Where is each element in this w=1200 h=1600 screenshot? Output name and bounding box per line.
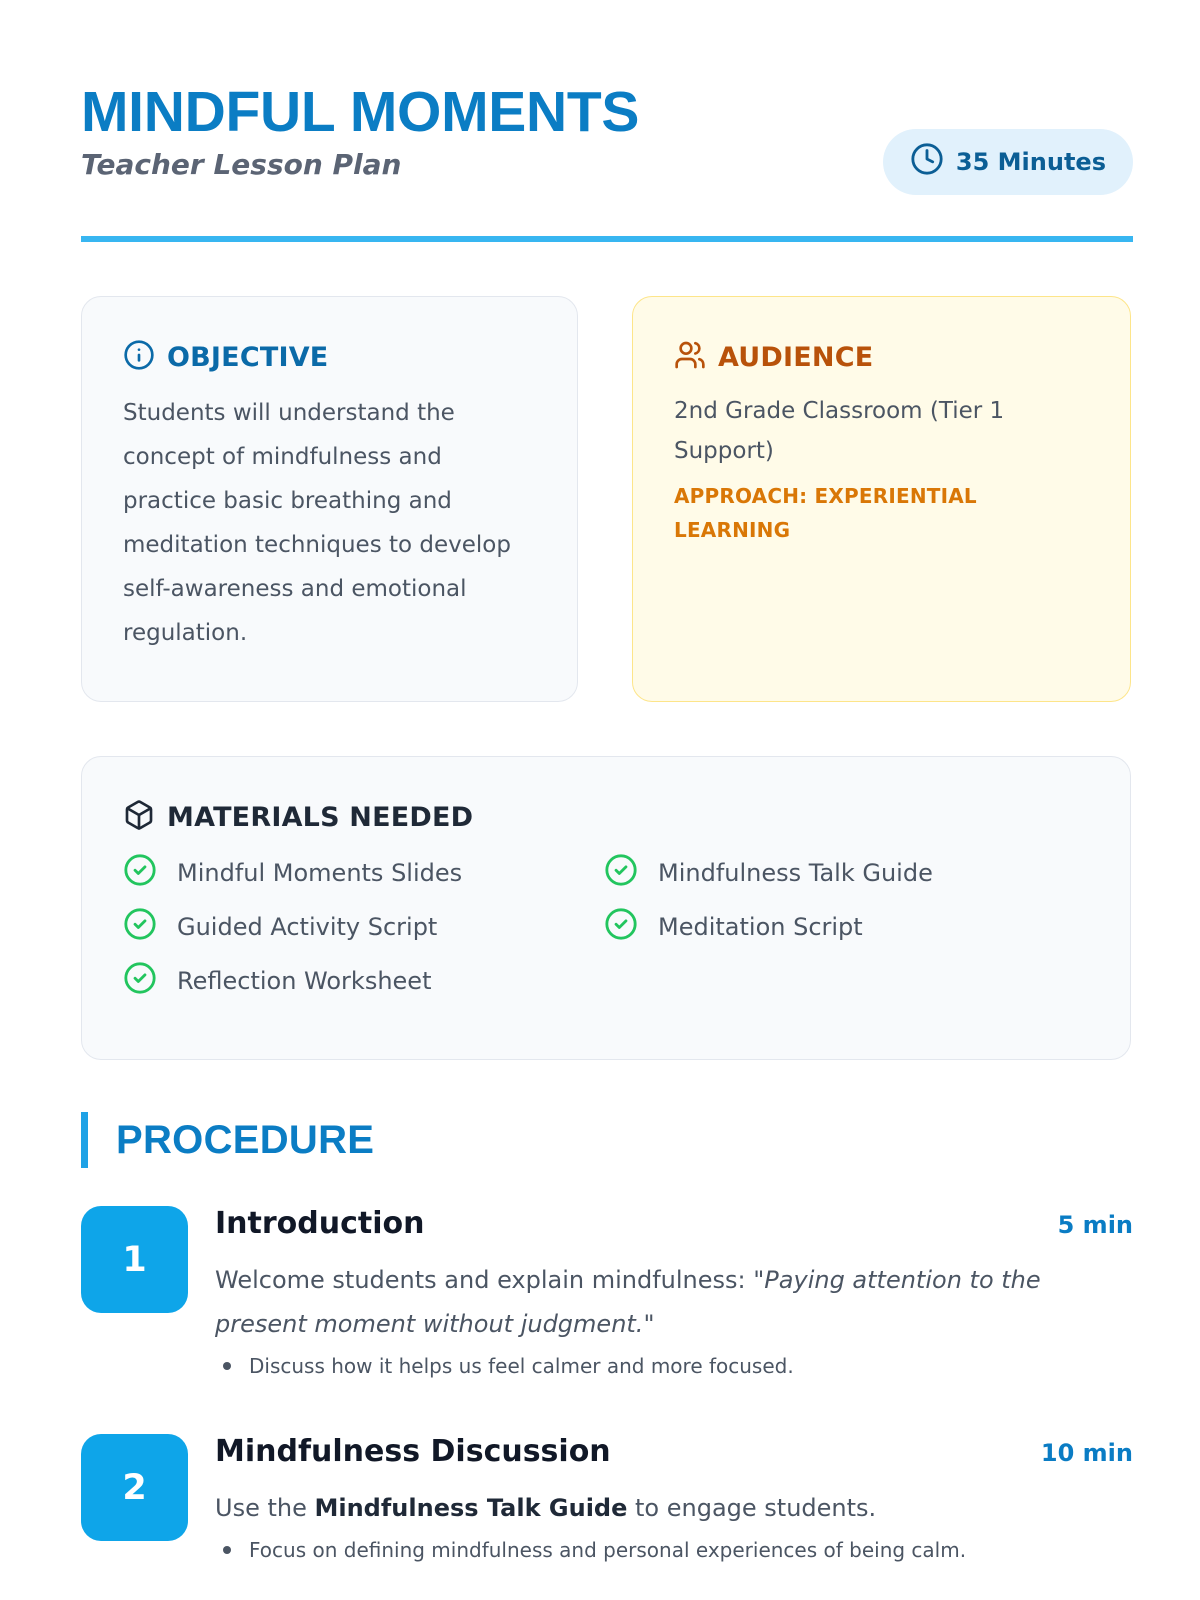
step-bullet-text: Discuss how it helps us feel calmer and more focused. <box>249 1354 794 1378</box>
material-label: Reflection Worksheet <box>177 967 432 995</box>
objective-text: Students will understand the concept of mindfulness and practice basic breathing and meditation techniques to develop self-awareness and emotional regulation. <box>123 400 511 646</box>
objective-title: OBJECTIVE <box>167 341 329 373</box>
procedure-heading <box>81 1112 374 1168</box>
bullet-dot <box>223 1362 231 1370</box>
info-icon <box>123 339 155 375</box>
material-label: Mindfulness Talk Guide <box>658 859 933 887</box>
step-description-text: Use the <box>215 1494 315 1522</box>
step-description <box>215 1486 1133 1530</box>
step-duration: 5 min <box>1057 1211 1133 1239</box>
step-description <box>215 1258 1133 1346</box>
check-circle-icon <box>604 907 638 947</box>
step-bullet-text: Focus on defining mindfulness and personal experiences of being calm. <box>249 1538 967 1562</box>
step-number-badge: 2 <box>81 1434 188 1541</box>
list-item <box>123 961 604 1001</box>
audience-title: AUDIENCE <box>718 341 874 373</box>
step-description-text: Welcome students and explain mindfulness: <box>215 1266 754 1294</box>
check-circle-icon <box>123 853 157 893</box>
step-number-badge: 1 <box>81 1206 188 1313</box>
page-subtitle: Teacher Lesson Plan <box>81 148 402 181</box>
step-title: Introduction <box>215 1206 425 1241</box>
header-divider <box>81 236 1133 242</box>
procedure-title: PROCEDURE <box>116 1117 375 1162</box>
box-icon <box>123 799 155 835</box>
audience-text: 2nd Grade Classroom (Tier 1 Support) <box>674 398 1005 464</box>
list-item <box>123 907 604 947</box>
material-label: Mindful Moments Slides <box>177 859 463 887</box>
header <box>81 78 1133 246</box>
list-item <box>604 853 1024 893</box>
materials-card <box>81 756 1131 1060</box>
check-circle-icon <box>123 961 157 1001</box>
step-description-quote: "Paying attention to the present moment without judgment." <box>215 1266 1041 1338</box>
list-item <box>604 907 1024 947</box>
audience-card <box>632 296 1131 702</box>
materials-list <box>123 853 1090 1001</box>
step-title: Mindfulness Discussion <box>215 1434 611 1469</box>
materials-title: MATERIALS NEEDED <box>167 801 474 833</box>
check-circle-icon <box>123 907 157 947</box>
step-description-bold: Mindfulness Talk Guide <box>314 1494 628 1522</box>
step-description-text-end: to engage students. <box>627 1494 877 1522</box>
page-title: MINDFUL MOMENTS <box>81 80 640 144</box>
bullet-dot <box>223 1546 231 1554</box>
check-circle-icon <box>604 853 638 893</box>
step-bullet <box>215 1354 1133 1378</box>
step-bullet <box>215 1538 1133 1562</box>
duration-label: 35 Minutes <box>955 148 1106 176</box>
duration-badge <box>883 129 1133 195</box>
clock-icon <box>910 142 944 182</box>
objective-card <box>81 296 578 702</box>
list-item <box>123 853 604 893</box>
material-label: Meditation Script <box>658 913 863 941</box>
material-label: Guided Activity Script <box>177 913 438 941</box>
step-duration: 10 min <box>1040 1439 1133 1467</box>
audience-approach: APPROACH: EXPERIENTIAL LEARNING <box>674 484 977 542</box>
users-icon <box>674 339 706 375</box>
